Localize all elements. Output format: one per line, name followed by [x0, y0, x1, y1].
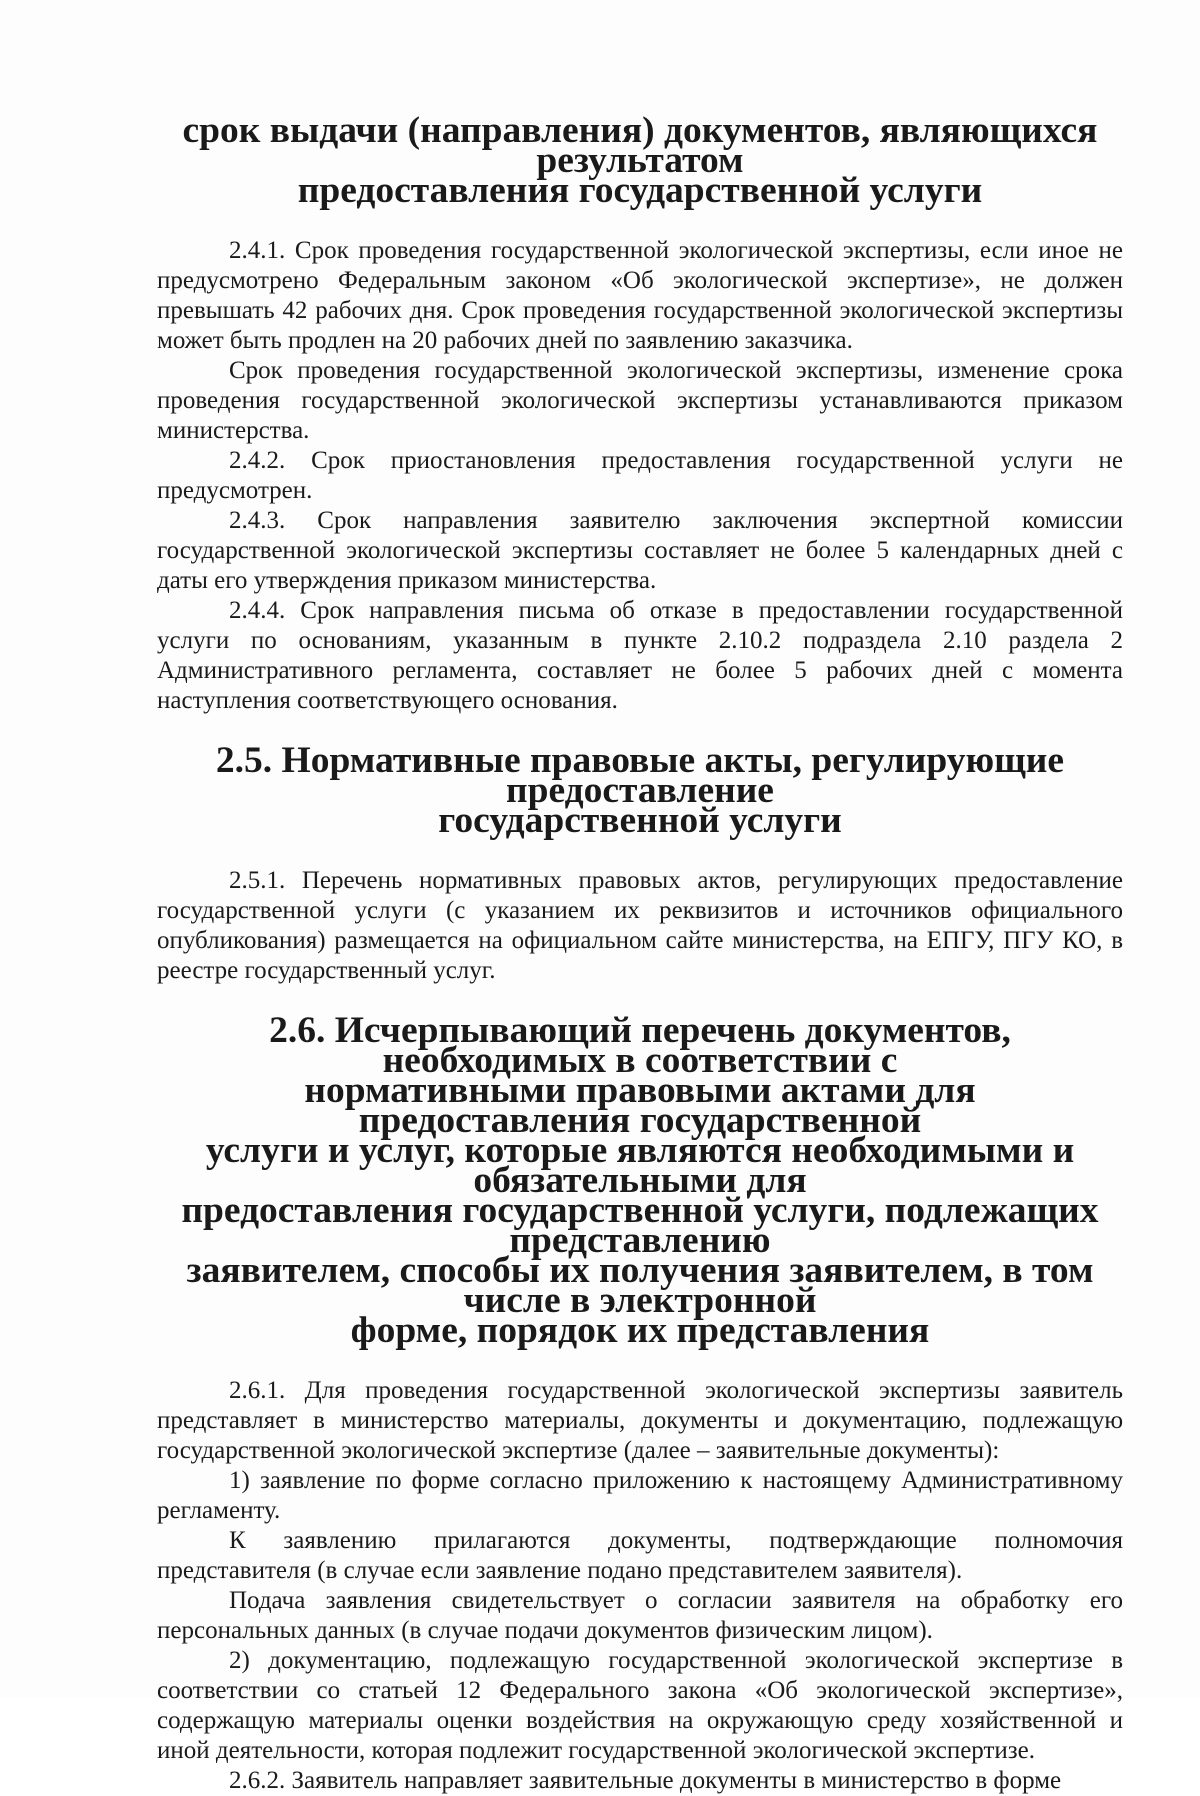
- heading-line: предоставления государственной услуги: [297, 170, 983, 211]
- heading-line: заявителем, способы их получения заявителем, в том числе в электронной: [186, 1250, 1094, 1321]
- paragraph-2-6-2: 2.6.2. Заявитель направляет заявительные документы в министерство в форме: [229, 1767, 1062, 1794]
- heading-line: 2.6. Исчерпывающий перечень документов, необходимых в соответствии с: [269, 1010, 1011, 1081]
- heading-line: нормативными правовыми актами для предоставления государственной: [304, 1070, 976, 1141]
- paragraph-2-4-1: 2.4.1. Срок проведения государственной экологической экспертизы, если иное не предусмотрено Федеральным законом «Об экологической экспертизе», не должен превышать 42 рабочих дня. Срок проведения государственной экологической экспертизы может быть продлен на 20 рабочих дней по заявлению заказчика.: [157, 237, 1123, 354]
- paragraph-2-5-1: 2.5.1. Перечень нормативных правовых актов, регулирующих предоставление государственной услуги (с указанием их реквизитов и источников официального опубликования) размещается на официальном сайте министерства, на ЕПГУ, ПГУ КО, в реестре государственный услуг.: [157, 867, 1123, 984]
- paragraph-item-1: 1) заявление по форме согласно приложению к настоящему Административному регламенту.: [157, 1467, 1123, 1524]
- heading-line: форме, порядок их представления: [350, 1310, 930, 1351]
- paragraph-item-2: 2) документацию, подлежащую государственной экологической экспертизе в соответствии со статьей 12 Федерального закона «Об экологической экспертизе», содержащую материалы оценки воздействия на окружающую среду хозяйственной и иной деятельности, которая подлежит государственной экологической экспертизе.: [157, 1647, 1123, 1764]
- heading-line: предоставления государственной услуги, подлежащих представлению: [181, 1190, 1099, 1261]
- section-heading-2-6: [157, 1010, 1123, 1351]
- paragraph-consent: Подача заявления свидетельствует о согласии заявителя на обработку его персональных данных (в случае подачи документов физическим лицом).: [157, 1587, 1123, 1644]
- section-heading-2-5: [157, 740, 1123, 841]
- heading-line: государственной услуги: [438, 800, 842, 841]
- paragraph-2-6-1: 2.6.1. Для проведения государственной экологической экспертизы заявитель представляет в министерство материалы, документы и документацию, подлежащую государственной экологической экспертизе (далее – заявительные документы):: [157, 1377, 1123, 1464]
- paragraph-2-4-3: 2.4.3. Срок направления заявителю заключения экспертной комиссии государственной экологической экспертизы составляет не более 5 календарных дней с даты его утверждения приказом министерства.: [157, 507, 1123, 594]
- heading-line: срок выдачи (направления) документов, являющихся результатом: [182, 110, 1098, 181]
- document-body: [157, 110, 1123, 1796]
- section-heading-deadlines: [157, 110, 1123, 211]
- paragraph-2-4-4: 2.4.4. Срок направления письма об отказе в предоставлении государственной услуги по основаниям, указанным в пункте 2.10.2 подраздела 2.10 раздела 2 Административного регламента, составляет не более 5 рабочих дней с момента наступления соответствующего основания.: [157, 597, 1123, 714]
- paragraph-attachments: К заявлению прилагаются документы, подтверждающие полномочия представителя (в случае если заявление подано представителем заявителя).: [157, 1527, 1123, 1584]
- heading-line: услуги и услуг, которые являются необходимыми и обязательными для: [205, 1130, 1075, 1201]
- paragraph-2-4-1-term: Срок проведения государственной экологической экспертизы, изменение срока проведения государственной экологической экспертизы устанавливаются приказом министерства.: [157, 357, 1123, 444]
- heading-line: 2.5. Нормативные правовые акты, регулирующие предоставление: [215, 740, 1065, 811]
- paragraph-2-4-2: 2.4.2. Срок приостановления предоставления государственной услуги не предусмотрен.: [157, 447, 1123, 504]
